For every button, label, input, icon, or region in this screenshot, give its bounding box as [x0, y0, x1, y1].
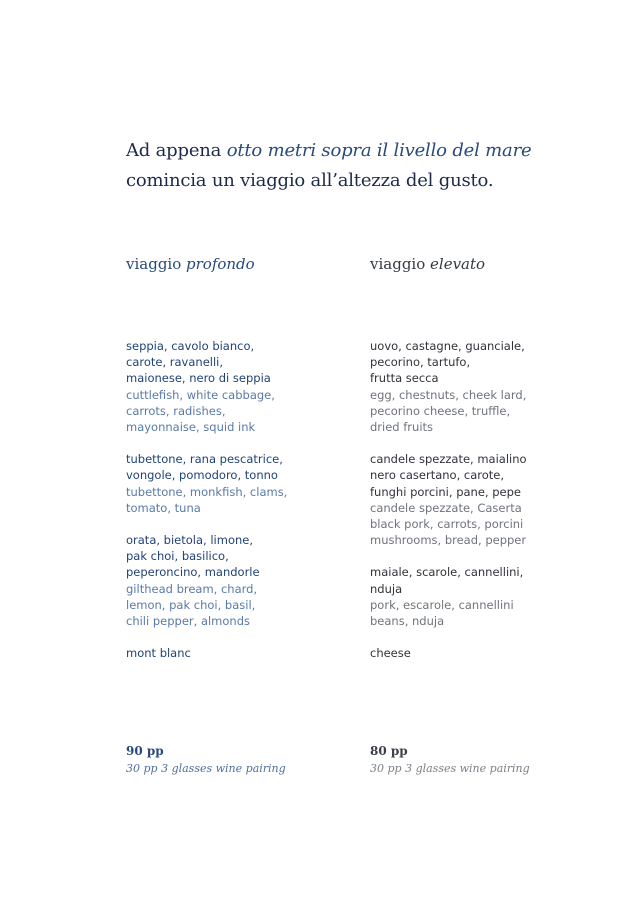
- menu-title-plain: viaggio: [126, 255, 187, 273]
- intro-line-1-italic: otto metri sopra il livello del mare: [226, 140, 532, 161]
- course-italian-line: nduja: [370, 581, 403, 596]
- course-english: [126, 484, 326, 516]
- course-english-line: mushrooms, bread, pepper: [370, 533, 527, 548]
- menu-title-italic: elevato: [430, 255, 486, 273]
- course-english-line: tubettone, monkfish, clams,: [126, 484, 288, 499]
- intro-line-1: [126, 136, 606, 166]
- course-italian-line: vongole, pomodoro, tonno: [126, 468, 278, 483]
- course-italian-line: funghi porcini, pane, pepe: [370, 484, 521, 499]
- course-english-line: tomato, tuna: [126, 500, 201, 515]
- menu-course: [370, 564, 570, 629]
- menu-title-italic: profondo: [186, 255, 255, 273]
- course-italian-line: uovo, castagne, guanciale,: [370, 339, 525, 353]
- course-english: [126, 581, 326, 630]
- menu-viaggio-profondo: [126, 250, 326, 775]
- menu-title: [370, 250, 570, 278]
- course-italian: [370, 451, 570, 500]
- course-italian-line: seppia, cavolo bianco,: [126, 339, 255, 353]
- price-block: [126, 742, 286, 778]
- menu-course: [126, 451, 326, 516]
- intro-text: [126, 136, 606, 196]
- course-english-line: lemon, pak choi, basil,: [126, 597, 256, 612]
- course-italian-line: pak choi, basilico,: [126, 549, 229, 564]
- course-english-line: mayonnaise, squid ink: [126, 420, 256, 435]
- price-block: [370, 742, 530, 778]
- course-italian: [370, 564, 570, 596]
- course-english-line: dried fruits: [370, 420, 434, 435]
- course-italian: [126, 532, 326, 581]
- course-english-line: beans, nduja: [370, 614, 445, 629]
- course-italian-line: frutta secca: [370, 371, 439, 386]
- course-english-line: carrots, radishes,: [126, 403, 226, 418]
- course-italian-line: orata, bietola, limone,: [126, 533, 253, 548]
- course-italian-line: tubettone, rana pescatrice,: [126, 452, 283, 467]
- menu-course: [126, 645, 326, 661]
- menu-title-plain: viaggio: [370, 255, 431, 273]
- course-english-line: pork, escarole, cannellini: [370, 597, 514, 612]
- course-english-line: egg, chestnuts, cheek lard,: [370, 387, 527, 402]
- course-italian-line: pecorino, tartufo,: [370, 355, 471, 370]
- dish-list: [126, 338, 326, 677]
- course-italian-line: candele spezzate, maialino: [370, 452, 527, 467]
- course-italian: [126, 451, 326, 483]
- course-italian-line: carote, ravanelli,: [126, 355, 224, 370]
- menu-price: 80 pp: [370, 744, 408, 758]
- course-english-line: chili pepper, almonds: [126, 614, 251, 629]
- wine-pairing-note: 30 pp 3 glasses wine pairing: [126, 762, 286, 775]
- wine-pairing-note: 30 pp 3 glasses wine pairing: [370, 762, 530, 775]
- course-english: [370, 500, 570, 549]
- course-english: [126, 387, 326, 436]
- course-english-line: pecorino cheese, truffle,: [370, 403, 511, 418]
- course-italian: [370, 338, 570, 387]
- menu-course: [370, 451, 570, 548]
- menu-course: [370, 645, 570, 661]
- intro-line-1-start: Ad appena: [126, 140, 227, 161]
- course-italian-line: peperoncino, mandorle: [126, 565, 260, 580]
- course-english: [370, 387, 570, 436]
- course-english-line: cuttlefish, white cabbage,: [126, 387, 275, 402]
- menu-price: 90 pp: [126, 744, 164, 758]
- course-italian: [126, 645, 326, 661]
- menu-viaggio-elevato: [370, 250, 570, 775]
- menu-title: [126, 250, 326, 278]
- course-italian-line: mont blanc: [126, 646, 191, 661]
- course-english-line: candele spezzate, Caserta: [370, 500, 522, 515]
- course-italian-line: maionese, nero di seppia: [126, 371, 271, 386]
- course-italian: [370, 645, 570, 661]
- course-italian-line: nero casertano, carote,: [370, 468, 505, 483]
- course-english-line: black pork, carrots, porcini: [370, 517, 524, 532]
- course-english-line: gilthead bream, chard,: [126, 581, 258, 596]
- menu-course: [370, 338, 570, 435]
- course-english: [370, 597, 570, 629]
- course-italian-line: cheese: [370, 646, 411, 661]
- menu-course: [126, 532, 326, 629]
- course-italian-line: maiale, scarole, cannellini,: [370, 565, 524, 580]
- dish-list: [370, 338, 570, 677]
- course-italian: [126, 338, 326, 387]
- intro-line-2: comincia un viaggio all’altezza del gusto.: [126, 170, 494, 191]
- menu-course: [126, 338, 326, 435]
